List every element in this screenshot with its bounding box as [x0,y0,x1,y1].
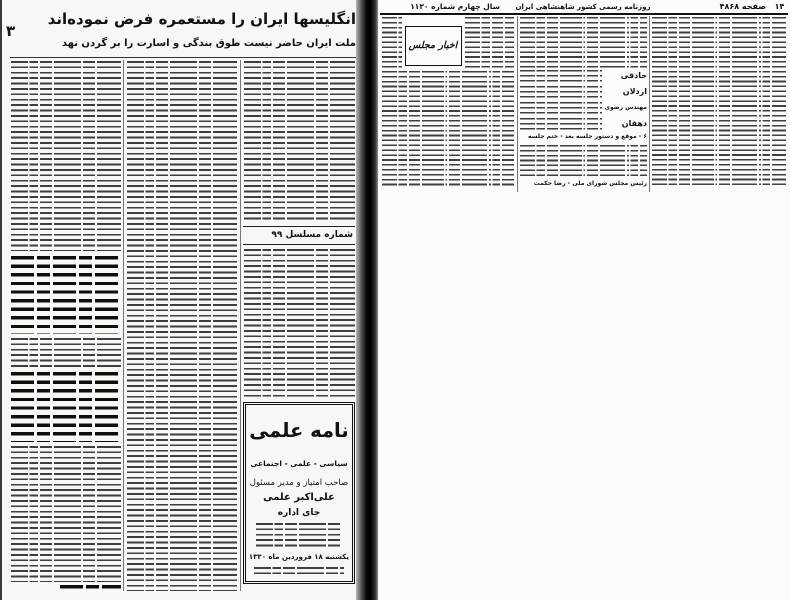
masthead-date: یکشنبه ۱۸ فروردین ماه ۱۳۳۰ [249,553,349,561]
header-rule [380,13,788,15]
body-text-lines [520,86,602,98]
body-text-lines [465,17,514,69]
masthead-box [243,402,355,584]
body-text-lines [520,17,647,69]
body-text-lines [244,249,355,398]
column-rule [240,60,241,591]
speaker-name: اردلان [622,87,647,96]
body-text-lines [11,338,121,368]
masthead-subtitle: سیاسی - علمی - اجتماعی [250,459,348,468]
bold-text-lines [11,372,121,442]
speaker-name: دهقان [621,119,647,128]
gazette-title: روزنامه رسمی کشور شاهنشاهی ایران [515,3,651,11]
body-text-lines [520,102,602,114]
subheadline: ملت ایران حاضر نیست طوق بندگی و اسارت را بر گردن نهد [61,38,356,49]
column-rule [123,60,124,591]
speaker-name: مهندس رضوی [604,104,647,111]
body-text-lines [127,61,237,591]
left-page [0,0,360,600]
masthead-title: نامه علمی [249,419,349,442]
masthead-office-label: جای اداره [277,508,321,518]
masthead-owner-label: صاحب امتیاز و مدیر مسئول [249,478,349,488]
column-rule [649,16,650,192]
gazette-issue: سال چهارم شماره ۱۱۳۰ [410,2,500,11]
masthead-footer-lines [254,567,344,575]
gazette-corner-number: ۱۴ [774,2,785,11]
column-rule [517,16,518,192]
signature: رئیس مجلس شورای ملی - رضا حکمت [533,180,647,187]
body-text-lines [382,17,402,69]
right-page [378,0,790,600]
page-gutter [356,0,380,600]
body-text-lines [520,145,647,176]
bold-text-lines [11,256,121,334]
section-title: اخبار مجلس [408,40,458,51]
body-text-lines [11,61,121,251]
body-text-lines [652,17,786,187]
masthead-owner-name: علی‌اکبر علمی [263,492,335,503]
body-text-lines [520,70,602,82]
speaker-name: حاذقی [620,71,647,80]
body-text-lines [382,71,514,187]
gazette-page-label: صفحه ۴۸۶۸ [719,2,766,11]
section-title-box [405,26,462,66]
continuation-note-lines [60,585,121,592]
agenda-item: ۶ - موقع و دستور جلسه بعد - ختم جلسه [528,133,647,140]
body-text-lines [520,118,602,130]
page-number: ۳ [6,22,16,40]
headline: انگلیسها ایران را مستعمره فرض نموده‌اند [48,10,356,28]
masthead-address-lines [256,523,342,547]
serial-number-strip: شماره مسلسل ۹۹ [243,226,355,245]
headline-rule [10,57,356,58]
body-text-lines [244,61,355,223]
body-text-lines [11,446,121,582]
